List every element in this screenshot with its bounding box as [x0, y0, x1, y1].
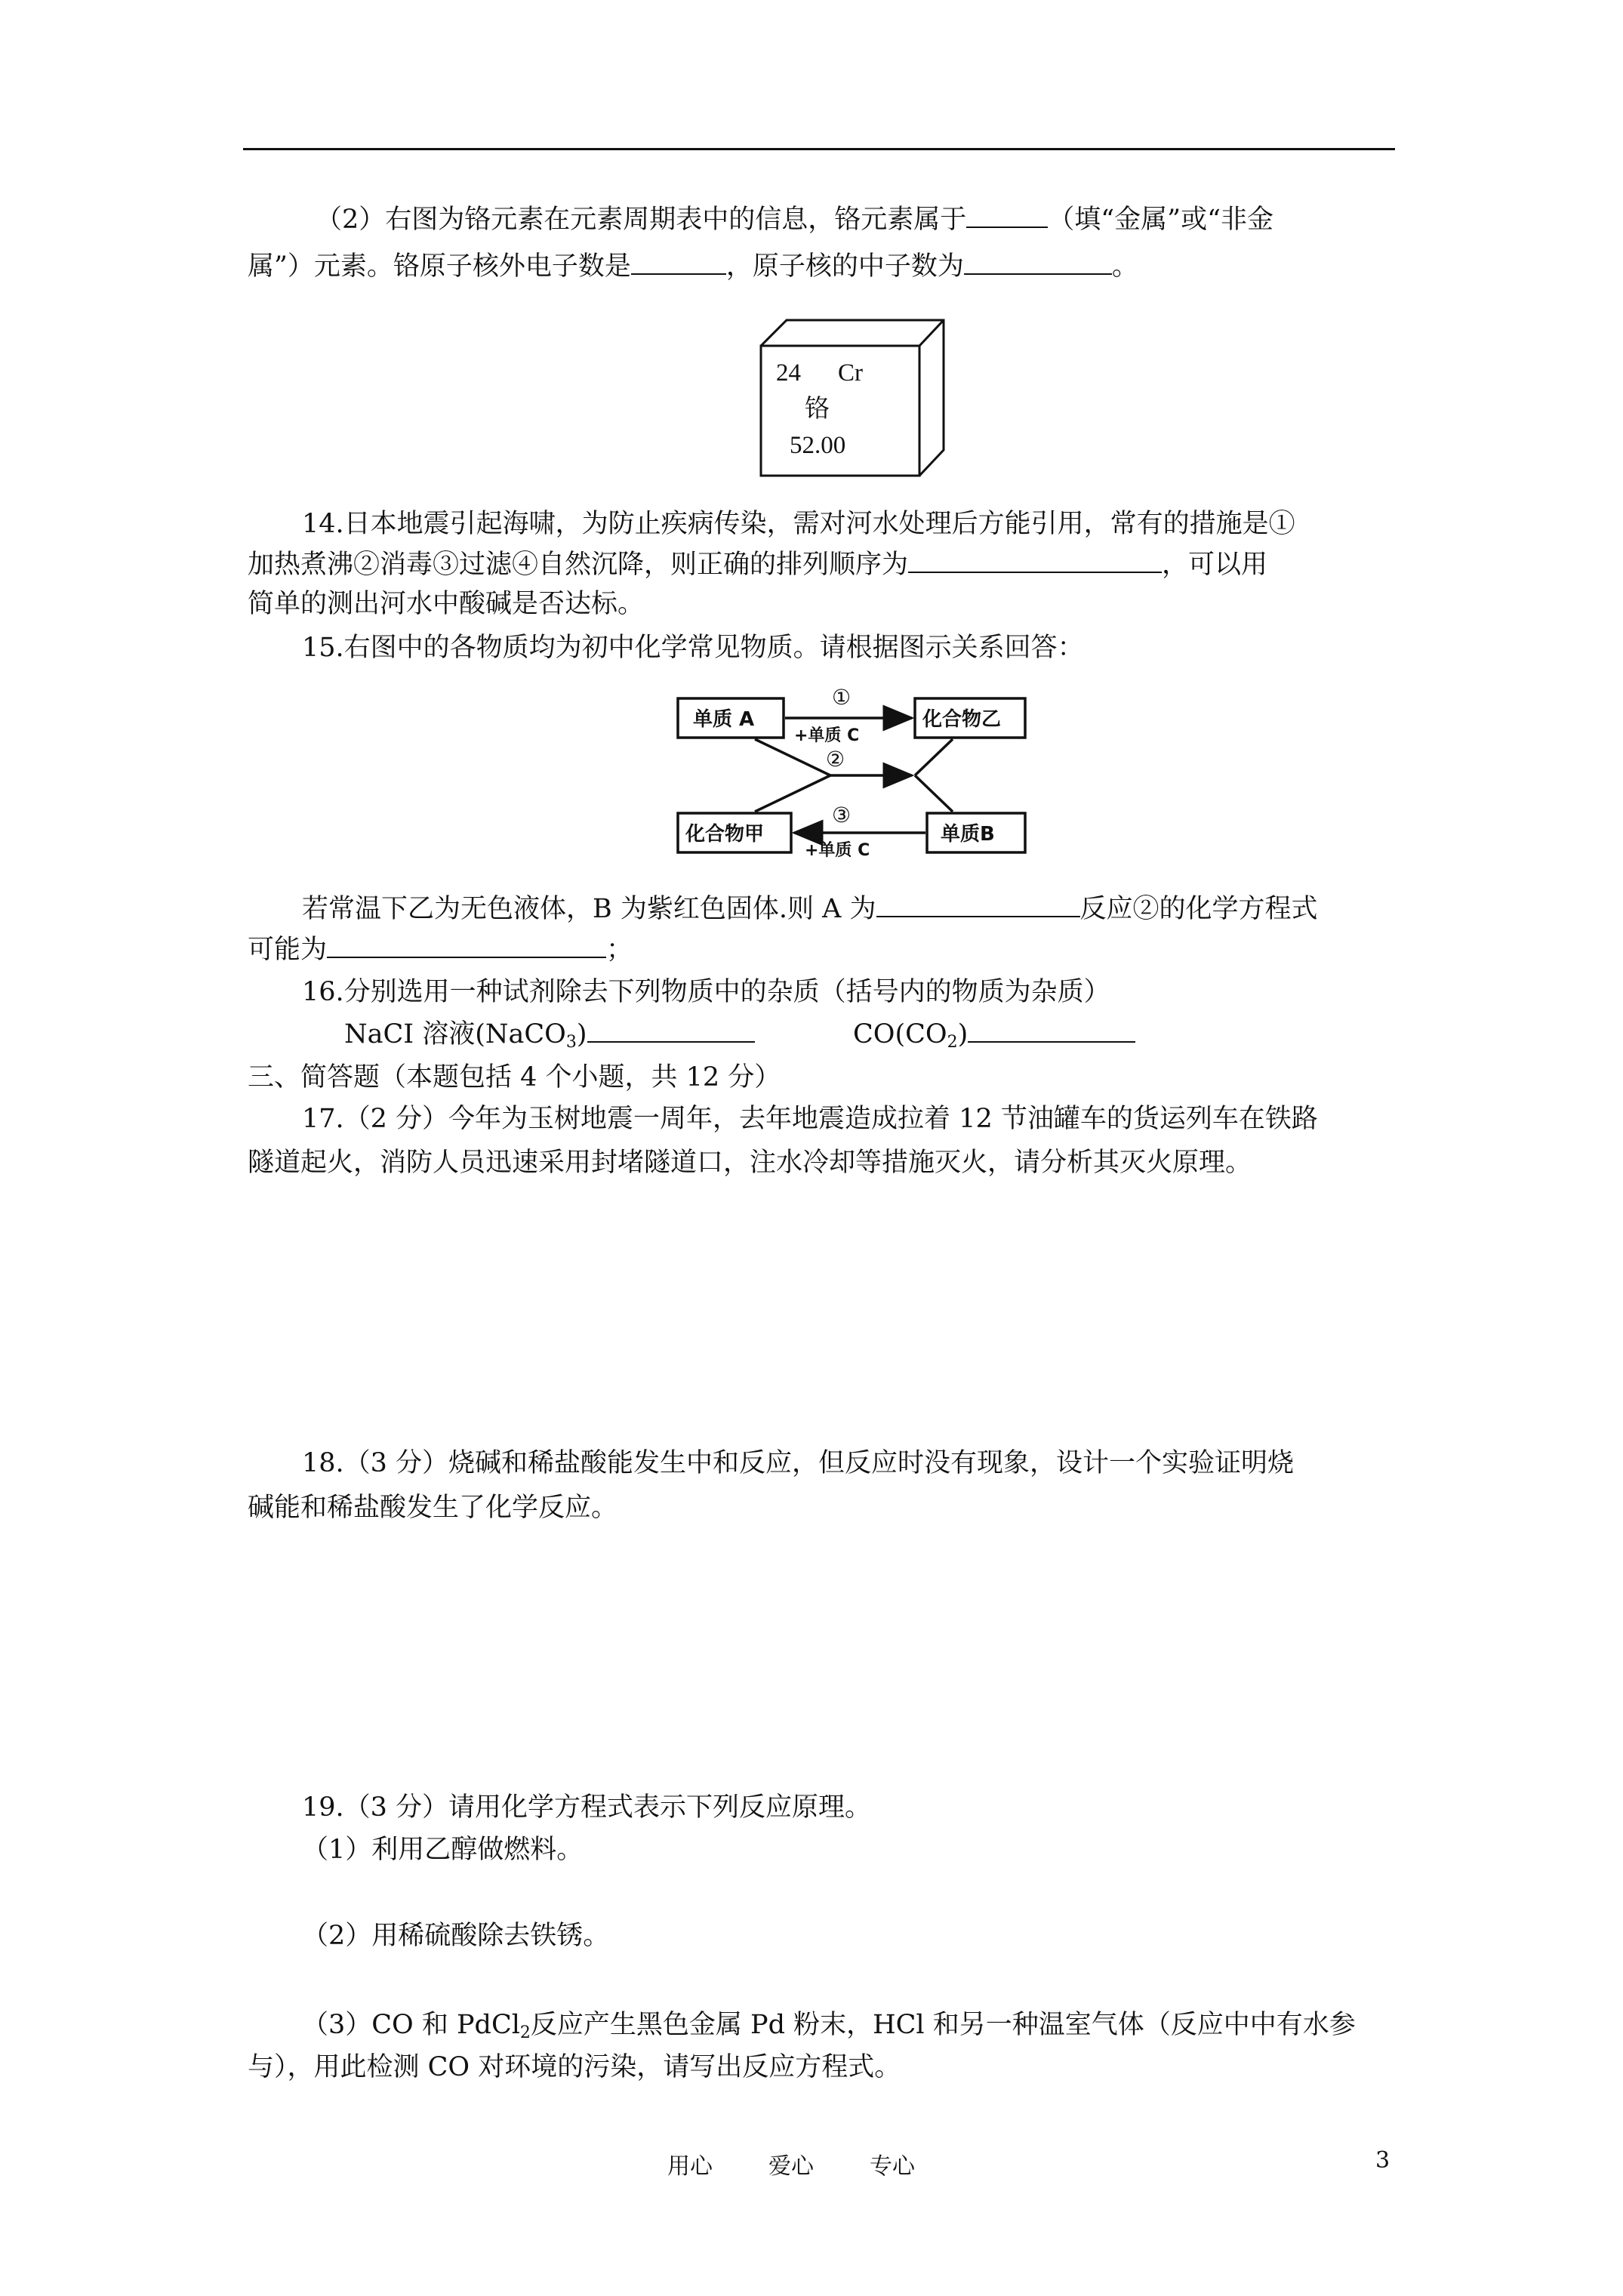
- header-rule: [243, 148, 1395, 150]
- text: 。: [1111, 251, 1138, 282]
- q16-item2: [853, 1017, 1135, 1051]
- q19-item3-line2: 与），用此检测 CO 对环境的污染，请写出反应方程式。: [248, 2052, 901, 2082]
- footer-word-1: 用心: [667, 2153, 713, 2180]
- box-jia-label: 化合物甲: [685, 823, 765, 846]
- q13-2-line1: [316, 202, 1273, 236]
- reaction-2-label: ②: [826, 747, 845, 772]
- text: ，可以用: [1162, 550, 1268, 580]
- answer-blank[interactable]: [908, 547, 1162, 573]
- text: 反应产生黑色金属 Pd 粉末，HCl 和另一种温室气体（反应中中有水参: [530, 2010, 1356, 2040]
- text: ): [576, 1019, 587, 1049]
- q14-line1: 14.日本地震引起海啸，为防止疾病传染，需对河水处理后方能引用，常有的措施是①: [302, 509, 1295, 539]
- q14-line3: 简单的测出河水中酸碱是否达标。: [248, 589, 645, 619]
- reaction-1-reagent: +单质 C: [794, 726, 860, 745]
- q19-item1: （1）利用乙醇做燃料。: [302, 1835, 584, 1865]
- q17-line1: 17.（2 分）今年为玉树地震一周年，去年地震造成拉着 12 节油罐车的货运列车在铁路: [302, 1104, 1318, 1134]
- q19-item2: （2）用稀硫酸除去铁锈。: [302, 1921, 610, 1951]
- q16-intro: 16.分别选用一种试剂除去下列物质中的杂质（括号内的物质为杂质）: [302, 977, 1110, 1007]
- answer-blank[interactable]: [966, 202, 1048, 228]
- q15-intro: 15.右图中的各物质均为初中化学常见物质。请根据图示关系回答：: [302, 633, 1084, 663]
- q13-2-line2: [248, 249, 1138, 283]
- footer-word-2: 爱心: [768, 2153, 814, 2180]
- text: 可能为: [248, 935, 328, 965]
- element-symbol: Cr: [838, 359, 863, 387]
- text: 加热煮沸②消毒③过滤④自然沉降，则正确的排列顺序为: [248, 550, 909, 580]
- q15-line1: [302, 892, 1318, 926]
- reaction-3-reagent: +单质 C: [805, 841, 870, 860]
- subscript: 2: [947, 1033, 958, 1052]
- text: CO(CO: [853, 1019, 947, 1049]
- text: 反应②的化学方程式: [1079, 894, 1318, 924]
- element-box-cr: [755, 316, 966, 482]
- box-b-label: 单质B: [941, 823, 995, 846]
- text: （3）CO 和 PdCl: [302, 2010, 520, 2040]
- q15-line2: [248, 932, 633, 966]
- reaction-3-label: ③: [832, 803, 852, 827]
- q16-item1: [344, 1017, 755, 1051]
- text: ，原子核的中子数为: [725, 251, 964, 282]
- box-a-label: 单质 A: [693, 708, 755, 731]
- answer-blank[interactable]: [587, 1017, 755, 1043]
- q18-line1: 18.（3 分）烧碱和稀盐酸能发生中和反应，但反应时没有现象，设计一个实验证明烧: [302, 1448, 1295, 1478]
- text: （2）右图为铬元素在元素周期表中的信息，铬元素属于: [316, 205, 967, 235]
- answer-blank[interactable]: [631, 249, 726, 275]
- answer-blank[interactable]: [876, 892, 1080, 917]
- atomic-mass: 52.00: [790, 432, 846, 459]
- text: 属”）元素。铬原子核外电子数是: [248, 251, 631, 282]
- text: 若常温下乙为无色液体，B 为紫红色固体.则 A 为: [302, 894, 876, 924]
- q18-line2: 碱能和稀盐酸发生了化学反应。: [248, 1493, 618, 1523]
- element-name: 铬: [805, 393, 830, 423]
- answer-blank[interactable]: [968, 1017, 1135, 1043]
- reaction-diagram: [672, 683, 1034, 864]
- q17-line2: 隧道起火，消防人员迅速采用封堵隧道口，注水冷却等措施灭火，请分析其灭火原理。: [248, 1148, 1252, 1178]
- footer-word-3: 专心: [870, 2153, 915, 2180]
- subscript: 2: [519, 2023, 531, 2042]
- section-3-title: 三、简答题（本题包括 4 个小题，共 12 分）: [248, 1062, 781, 1093]
- text: （填“金属”或“非金: [1048, 205, 1273, 235]
- q19-item3-line1: [302, 2008, 1356, 2042]
- page-number: 3: [1375, 2147, 1390, 2174]
- subscript: 3: [565, 1033, 577, 1052]
- box-yi-label: 化合物乙: [922, 708, 1002, 731]
- reaction-1-label: ①: [832, 685, 852, 710]
- text: NaCI 溶液(NaCO: [344, 1019, 566, 1049]
- q19-intro: 19.（3 分）请用化学方程式表示下列反应原理。: [302, 1792, 872, 1823]
- q14-line2: [248, 547, 1267, 581]
- atomic-number: 24: [776, 359, 801, 387]
- text: ；: [606, 935, 633, 965]
- answer-blank[interactable]: [327, 932, 606, 958]
- answer-blank[interactable]: [964, 249, 1112, 275]
- text: ): [957, 1019, 969, 1049]
